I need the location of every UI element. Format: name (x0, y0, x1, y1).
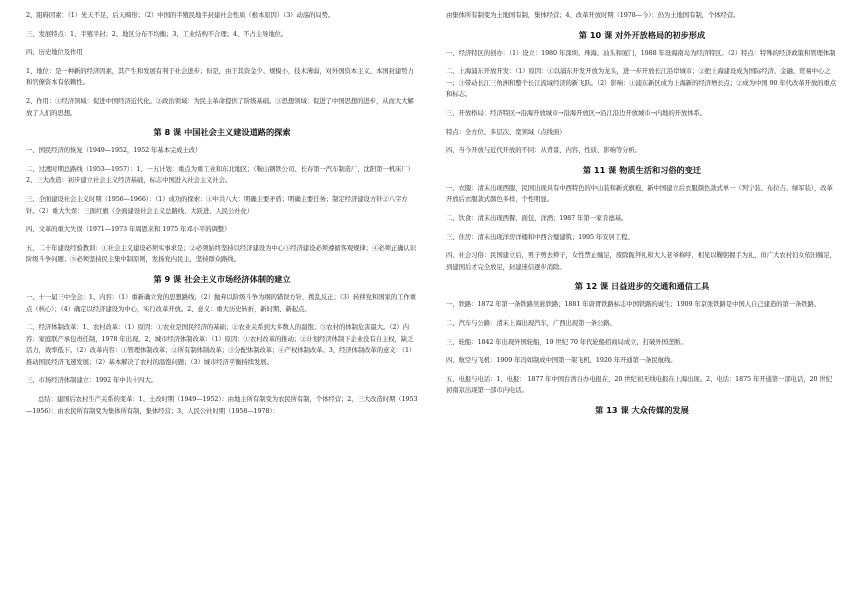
left-column (26, 10, 418, 424)
paragraph: 二、过渡时期总路线（1953—1957）：1、一五计划：重点为重工业和东北地区；（鞍山钢铁公司、长春第一汽车制造厂、沈阳第一机床厂）2、三大改造：初步建立社会主义经济基础，标志中国进入社会主义社会。 (26, 164, 414, 185)
paragraph: 四、文革的重大失误（1971—1973 年周恩来和 1975 年邓小平的调整） (26, 225, 231, 234)
paragraph: 三、轮船：1842 年出现外国轮船，19 世纪 70 年代轮船招商局成立，打破外国垄断。 (446, 337, 687, 346)
paragraph: 三、开放格局：经济特区→沿海开放城市→沿海开放区→沿江沿边开放城市→内地的开放体系。 (446, 108, 707, 117)
lesson-13-heading: 第 13 课 大众传媒的发展 (595, 404, 689, 415)
lesson-11-heading: 第 11 课 物质生活和习俗的变迁 (582, 164, 702, 175)
summary-paragraph: 总结：建国后农村生产关系的变革：1、土改时期（1949—1952）：由地主所有制变为农民所有制，个体经营；2、三大改造时期（1953—1956）：由农民所有制变为集体所有制，集体经营；3、人民公社时期（1958—1978）： (26, 395, 418, 415)
paragraph: 四、历史地位及作用 (26, 48, 83, 57)
paragraph: 二、经济体制改革：1、农村改革：（1）原因：①农业是国民经济的基础；②农业关系到大多数人的温饱；③农村的体制危害最大。（2）内容：家庭联产承包责任制，1978 年出现。2、城市经济体制改革：（1）原因：①农村改革的推动；②计划经济体制下企业没有自主权，缺乏活力，效率低下。（2）改革内容：①管理体制改革；②所有制体制改革；③分配体制改革；④产权体制改革。3、经济体制改革的意义：（1）推动国民经济飞速发展；（2）基本解决了农村的温饱问题；（3）城市经济平衡持续发展。 (26, 323, 416, 366)
paragraph: 一、铁路：1872 年第一条铁路吴淞铁路；1881 年唐胥铁路标志中国铁路的诞生；1909 年京张铁路是中国人自己建造的第一条铁路。 (446, 300, 821, 309)
paragraph: 五、电报与电话：1、电报： 1877 年中国台湾自办电报在，20 世纪初无线电报在上海出现。2、电话：1875 年开通第一部电话，20 世纪初南京出现第一部市内电话。 (446, 374, 833, 395)
paragraph: 1、地位：是一种新的经济因素，其产生和发展有利于社会进步；但是，由于其资金少、规模小，技术薄弱，对外国资本主义、本国封建势力和官僚资本有依赖性。 (26, 66, 414, 87)
paragraph: 五、二十年建设经验教训：①社会主义建设必须实事求是；②必须始终坚持以经济建设为中心③经济建设必须遵循客观规律；④必须正确认识阶级斗争问题；⑤必须坚持民主集中制原则，发扬党内民主，坚持群众路线。 (26, 243, 417, 264)
paragraph: 三、住房：清末出现洋房洋楼和中西合璧建筑；1995 年安居工程。 (446, 232, 634, 241)
paragraph: 一、十一届三中全会：1、内容：（1）重新确立党的思想路线；（2）抛弃以阶级斗争为纲的错误方针，拨乱反正；（3）转移党和国家的工作重点（核心）；（4）确定以经济建设为中心，实行改革开放。2、意义：重大历史转折，新时期、新起点。 (26, 292, 416, 313)
lesson-12-heading: 第 12 课 日益进步的交通和通信工具 (574, 281, 710, 292)
lesson-10-heading: 第 10 课 对外开放格局的初步形成 (578, 29, 706, 40)
paragraph: 由集体所有制变为土地国有制，集体经营；4、改革开放时期（1978—今）：仍为土地国有制，个体经营。 (446, 11, 740, 19)
paragraph: 二、饮食：清末出现西餐、面包，洋酒；1987 年第一家肯德基。 (446, 213, 628, 222)
paragraph: 四、社会习俗：民国建立后，男子剪去辫子，女性禁止缠足，废除跪拜礼和大人老爷称呼，相见以鞠躬握手为礼，但广大农村妇女依旧缠足，到建国后才完全放足，封建迷信逐步消除。 (446, 251, 837, 271)
paragraph: 特点：全方位、多层次、宽领域（点线面） (446, 127, 566, 136)
paragraph: 四、航空与飞机：1909 年冯如制成中国第一架飞机，1920 年开通第一条民航线。 (446, 356, 677, 365)
paragraph: 三、发展特点：1、半殖半封；2、地区分布不均衡；3、工业结构不合理；4、不占主导地位。 (26, 29, 288, 38)
paragraph: 四、当今开放与近代开放的不同：从背景、内容、性质、影响等分析。 (446, 146, 642, 155)
paragraph: 三、市场经济体制建立：1992 年中共十四大。 (26, 376, 158, 385)
paragraph: 2、阻碍因素：（1）先天不足，后天畸形；（2）中国的半殖民地半封建社会性质（根本原因）（3）动荡的局势。 (26, 11, 335, 19)
paragraph: 三、全面建设社会主义时期（1956—1966）：（1）成功的探索：①中共八大：明确主要矛盾；明确主要任务；制定经济建设方针②八字方针。（2）重大失误：三面红旗（全面建设社会主义总路线、大跃进、人民公社化） (26, 194, 408, 215)
paragraph: 二、汽车与公路：清末上海出现汽车，广西出现第一条公路。 (446, 318, 616, 327)
lesson-8-heading: 第 8 课 中国社会主义建设道路的探索 (153, 127, 291, 138)
paragraph: 二、上海浦东开放开发：（1）原因：①以浦东开发开放为龙头，进一步开放长江沿岸城市；②把上海建设成为国际经济、金融、贸易中心之一；③带动长江三角洲和整个长江流域经济的新飞跃。（2）影响：①浦东新区成为上海新的经济增长点；②成为中国 90 年代改革开放的重点和标志。 (446, 67, 836, 99)
lesson-9-heading: 第 9 课 社会主义市场经济体制的建立 (153, 273, 291, 284)
paragraph: 一、衣服：清末出现西服，民国出现具有中西特色的中山装和新式旗袍，新中国建立后衣服颜色款式单一（列宁装、布拉吉、绿军装），改革开放后衣服款式颜色多样，个性明显。 (446, 183, 833, 204)
right-column (446, 10, 838, 423)
paragraph: 2、作用：①经济领域：促进中国经济近代化。②政治领域：为民主革命提供了阶级基础。③思想领域：促进了中国思想的进步，从而大大解放了人们的思想。 (26, 96, 414, 117)
paragraph: 一、国民经济的恢复（1949—1952，1952 年基本完成土改） (26, 146, 202, 155)
paragraph: 一、经济特区的创办：（1）设立：1980 年深圳、珠海、汕头和厦门，1988 年设海南岛为经济特区。（2）特点：特殊的经济政策和管理体制 (446, 48, 836, 57)
